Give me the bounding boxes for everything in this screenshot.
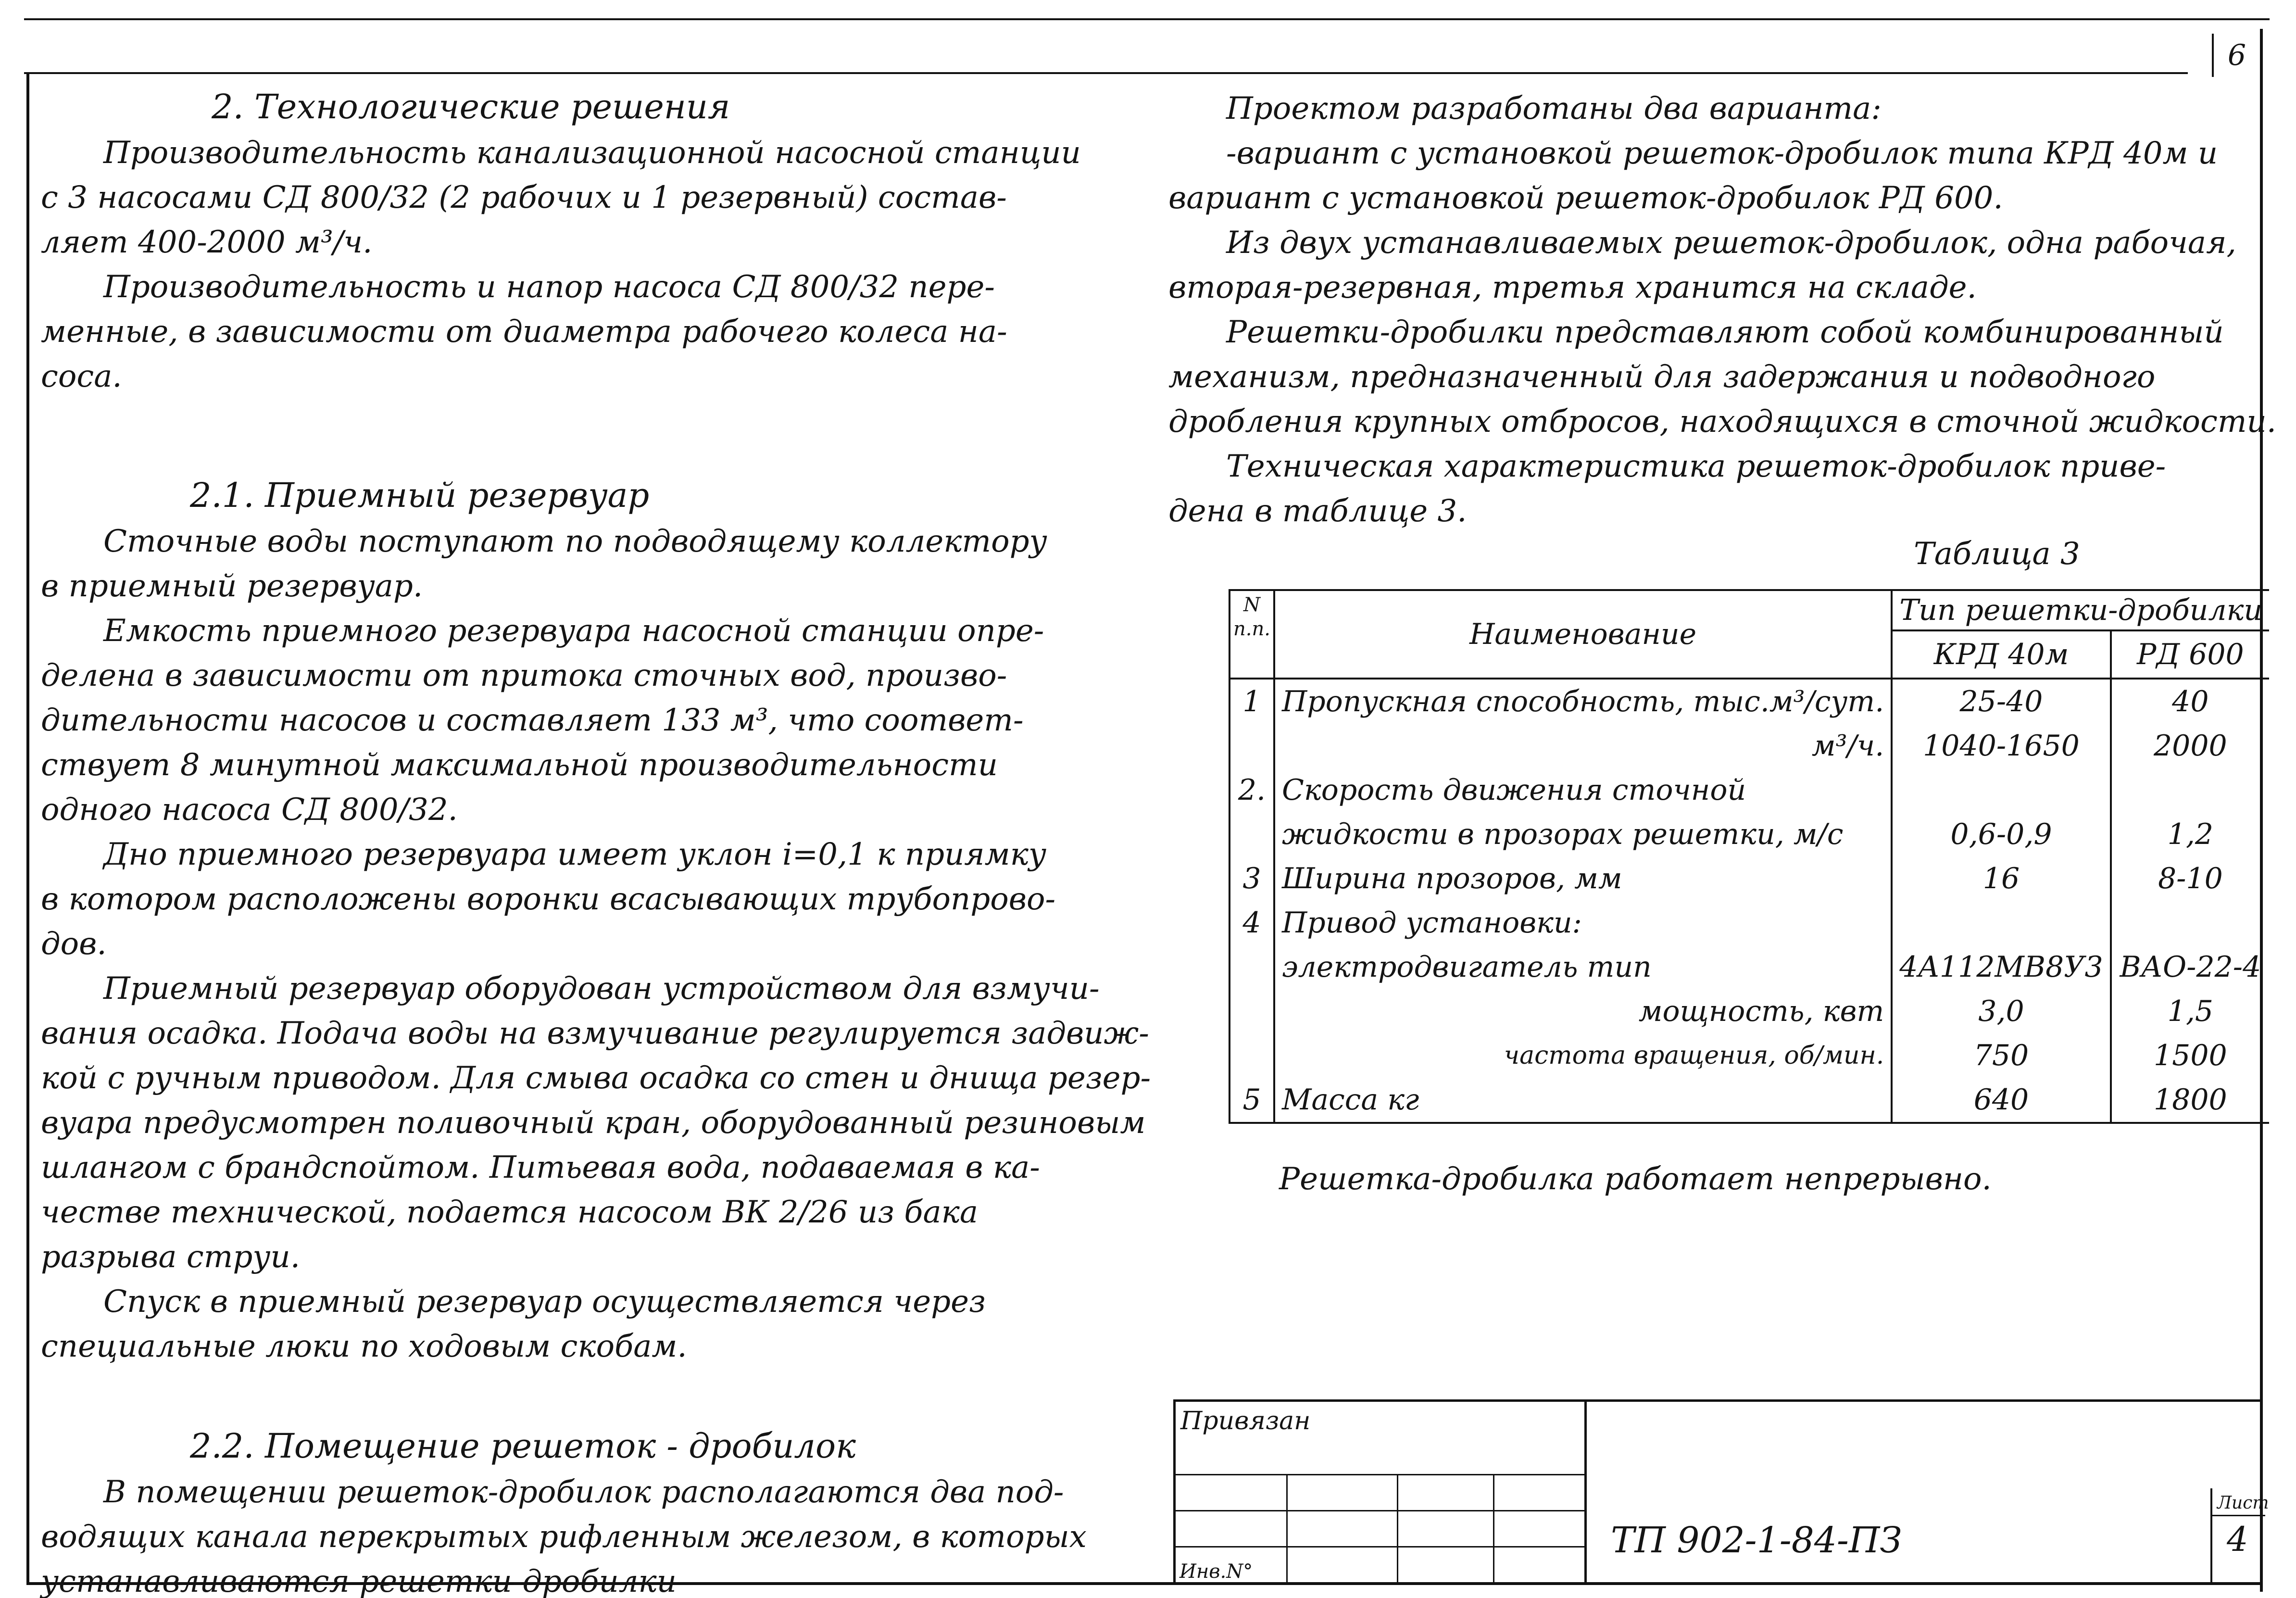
paragraph-line: водящих канала перекрытых рифленным железом, в которых	[41, 1519, 1087, 1555]
row-num: 3	[1230, 856, 1274, 901]
paragraph-line: шлангом с брандспойтом. Питьевая вода, подаваемая в ка-	[41, 1150, 1040, 1185]
table-row	[1230, 945, 2269, 989]
paragraph-line: ствует 8 минутной максимальной производительности	[41, 747, 998, 783]
row-num: 5	[1230, 1078, 1274, 1123]
row-krd: 3,0	[1892, 989, 2110, 1033]
paragraph-line: в приемный резервуар.	[41, 568, 423, 604]
row-krd	[1892, 768, 2110, 812]
row-name: мощность, квт	[1274, 989, 1892, 1033]
row-krd: 750	[1892, 1033, 2110, 1078]
paragraph-line: Решетки-дробилки представляют собой комбинированный	[1226, 315, 2224, 350]
table-row	[1230, 989, 2269, 1033]
paragraph-line: менные, в зависимости от диаметра рабочего колеса на-	[41, 314, 1007, 350]
row-num: 1	[1230, 679, 1274, 724]
table-header-row	[1230, 590, 2269, 630]
row-rd: 1500	[2111, 1033, 2269, 1078]
row-name: электродвигатель тип	[1274, 945, 1892, 989]
paragraph-line: дительности насосов и составляет 133 м³, что соответ-	[41, 703, 1024, 738]
row-krd	[1892, 901, 2110, 945]
sheet-box	[2210, 1488, 2269, 1585]
row-krd: 1040-1650	[1892, 724, 2110, 768]
row-num	[1230, 989, 1274, 1033]
section-2-title: 2. Технологические решения	[212, 87, 730, 126]
paragraph-line: дов.	[41, 926, 107, 962]
paragraph-line: вания осадка. Подача воды на взмучивание регулируется задвиж-	[41, 1016, 1149, 1051]
paragraph-line: Приемный резервуар оборудован устройством для взмучи-	[103, 971, 1100, 1007]
paragraph-line: честве технической, подается насосом ВК 2/26 из бака	[41, 1195, 978, 1230]
row-rd: 1800	[2111, 1078, 2269, 1123]
paragraph-line: вуара предусмотрен поливочный кран, оборудованный резиновым	[41, 1105, 1146, 1141]
stamp-grid-line	[1493, 1474, 1494, 1585]
after-table-text: Решетка-дробилка работает непрерывно.	[1279, 1161, 1992, 1197]
paragraph-line: с 3 насосами СД 800/32 (2 рабочих и 1 резервный) состав-	[41, 180, 1007, 215]
table-row	[1230, 679, 2269, 724]
paragraph-line: вариант с установкой решеток-дробилок РД 600.	[1168, 180, 2003, 216]
paragraph-line: одного насоса СД 800/32.	[41, 792, 458, 828]
stamp-divider	[1584, 1402, 1587, 1585]
paragraph-line: Из двух устанавливаемых решеток-дробилок, одна рабочая,	[1226, 225, 2236, 261]
header-krd: КРД 40м	[1892, 630, 2110, 679]
section-2-2-title: 2.2. Помещение решеток - дробилок	[190, 1426, 856, 1466]
row-krd: 25-40	[1892, 679, 2110, 724]
paragraph-line: Производительность канализационной насосной станции	[103, 135, 1081, 171]
row-name: частота вращения, об/мин.	[1274, 1033, 1892, 1078]
stamp-grid-line	[1286, 1474, 1288, 1585]
table-3	[1229, 589, 2269, 1124]
table-row	[1230, 812, 2269, 856]
frame-inner-top-line	[24, 72, 2188, 74]
row-krd: 4А112МВ8У3	[1892, 945, 2110, 989]
stamp-grid-line	[1176, 1510, 1584, 1511]
stamp-grid-line	[1176, 1474, 1584, 1475]
stamp-grid-line	[1176, 1546, 1584, 1548]
row-rd	[2111, 768, 2269, 812]
title-block	[1173, 1399, 2269, 1583]
row-name: Скорость движения сточной	[1274, 768, 1892, 812]
paragraph-line: кой с ручным приводом. Для смыва осадка со стен и днища резер-	[41, 1060, 1151, 1096]
paragraph-line: делена в зависимости от притока сточных вод, произво-	[41, 658, 1007, 693]
row-name: Ширина прозоров, мм	[1274, 856, 1892, 901]
paragraph-line: Проектом разработаны два варианта:	[1226, 91, 1882, 126]
table-caption: Таблица 3	[1914, 536, 2080, 572]
paragraph-line: дена в таблице 3.	[1168, 493, 1467, 529]
table-row	[1230, 856, 2269, 901]
paragraph-line: вторая-резервная, третья хранится на складе.	[1168, 270, 1977, 305]
stamp-grid-line	[1397, 1474, 1398, 1585]
row-rd: 40	[2111, 679, 2269, 724]
row-rd: 8-10	[2111, 856, 2269, 901]
page-number: 6	[2212, 34, 2260, 77]
paragraph-line: Сточные воды поступают по подводящему коллектору	[103, 524, 1047, 559]
row-rd: 1,5	[2111, 989, 2269, 1033]
bound-label: Привязан	[1180, 1407, 1311, 1435]
paragraph-line: специальные люки по ходовым скобам.	[41, 1329, 687, 1364]
row-name: Пропускная способность, тыс.м³/сут.	[1274, 679, 1892, 724]
left-column	[41, 83, 1151, 1598]
table-row	[1230, 768, 2269, 812]
paragraph-line: соса.	[41, 359, 122, 394]
header-rd: РД 600	[2111, 630, 2269, 679]
row-name: Масса кг	[1274, 1078, 1892, 1123]
table-row	[1230, 901, 2269, 945]
paragraph-line: В помещении решеток-дробилок располагаются два под-	[103, 1474, 1064, 1510]
sheet-label: Лист	[2217, 1493, 2269, 1513]
paragraph-line: -вариант с установкой решеток-дробилок типа КРД 40м и	[1226, 136, 2218, 171]
header-name: Наименование	[1274, 590, 1892, 679]
right-column	[1168, 87, 2277, 534]
paragraph-line: механизм, предназначенный для задержания и подводного	[1168, 359, 2156, 395]
row-num	[1230, 945, 1274, 989]
row-num	[1230, 724, 1274, 768]
header-type: Тип решетки-дробилки	[1892, 590, 2269, 630]
row-rd: 2000	[2111, 724, 2269, 768]
paragraph-line: Емкость приемного резервуара насосной станции опре-	[103, 613, 1044, 649]
paragraph-line: разрыва струи.	[41, 1239, 301, 1275]
row-num	[1230, 1033, 1274, 1078]
row-name: Привод установки:	[1274, 901, 1892, 945]
table-row	[1230, 724, 2269, 768]
frame-left-line	[26, 72, 29, 1582]
header-num: N п.п.	[1230, 590, 1274, 679]
frame-top-line	[24, 18, 2270, 20]
paragraph-line: Производительность и напор насоса СД 800/32 пере-	[103, 269, 995, 305]
row-rd: ВАО-22-4	[2111, 945, 2269, 989]
paragraph-line: устанавливаются решетки-дробилки	[41, 1564, 677, 1598]
row-num: 2.	[1230, 768, 1274, 812]
table-row	[1230, 1078, 2269, 1123]
sheet-box-line	[2212, 1515, 2265, 1516]
paragraph-line: Дно приемного резервуара имеет уклон i=0,1 к приямку	[103, 837, 1047, 872]
row-num	[1230, 812, 1274, 856]
row-rd	[2111, 901, 2269, 945]
row-num: 4	[1230, 901, 1274, 945]
paragraph-line: Спуск в приемный резервуар осуществляется через	[103, 1284, 986, 1320]
row-rd: 1,2	[2111, 812, 2269, 856]
paragraph-line: Техническая характеристика решеток-дробилок приве-	[1226, 449, 2166, 484]
row-krd: 0,6-0,9	[1892, 812, 2110, 856]
row-krd: 640	[1892, 1078, 2110, 1123]
inventory-label: Инв.N°	[1179, 1560, 1253, 1583]
section-2-1-title: 2.1. Приемный резервуар	[190, 476, 650, 515]
row-name: жидкости в прозорах решетки, м/с	[1274, 812, 1892, 856]
row-name: м³/ч.	[1274, 724, 1892, 768]
sheet-number: 4	[2227, 1520, 2248, 1559]
table-row	[1230, 1033, 2269, 1078]
paragraph-line: ляет 400-2000 м³/ч.	[41, 225, 373, 260]
paragraph-line: дробления крупных отбросов, находящихся в сточной жидкости.	[1168, 404, 2277, 440]
row-krd: 16	[1892, 856, 2110, 901]
paragraph-line: в котором расположены воронки всасывающих трубопрово-	[41, 881, 1056, 917]
document-code: ТП 902-1-84-ПЗ	[1611, 1520, 1902, 1561]
